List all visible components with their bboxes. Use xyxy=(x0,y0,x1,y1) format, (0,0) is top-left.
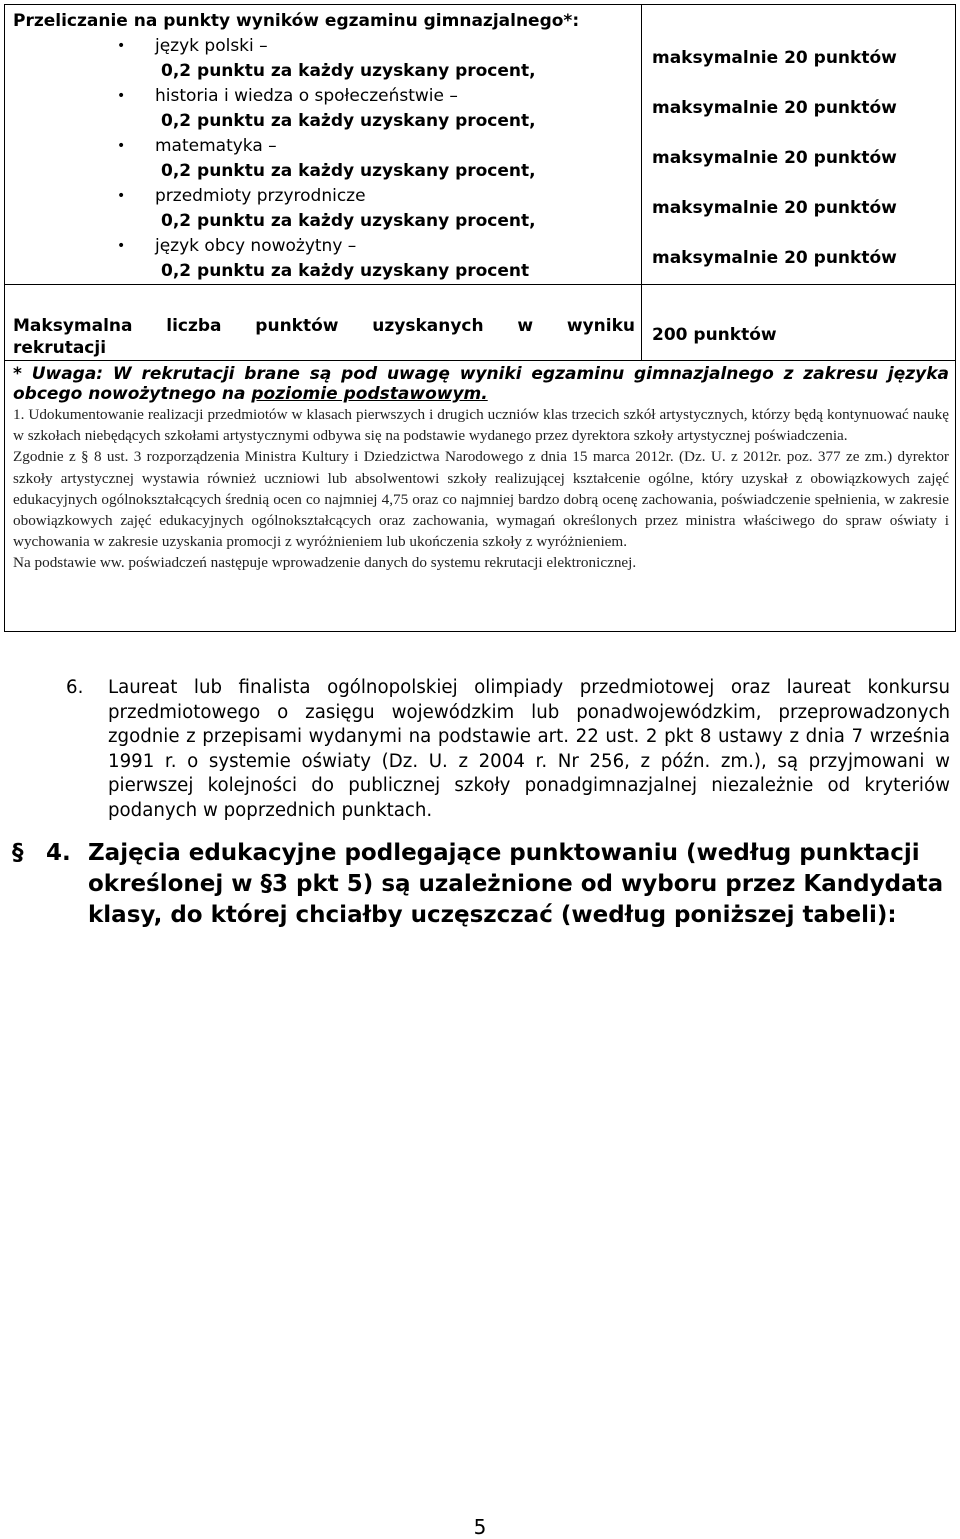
points-cell xyxy=(642,5,955,284)
note-paragraph: 1. Udokumentowanie realizacji przedmiotów w klasach pierwszych i drugich uczniów klas trzecich szkół artystycznych, którzy będą kontynuować naukę w szkołach niebędących szkołami artystycznymi odbywa się na podstawie wydanego przez dyrektora szkoły artystycznej poświadczenia. xyxy=(13,406,949,445)
table-heading: Przeliczanie na punkty wyników egzaminu gimnazjalnego*: xyxy=(13,11,580,31)
bullet-icon: • xyxy=(117,188,126,204)
section-number: 4. xyxy=(46,840,71,866)
notes-paragraphs xyxy=(13,404,949,574)
max-points-value: 200 punktów xyxy=(652,325,777,345)
item-text: Laureat lub finalista ogólnopolskiej olimpiady przedmiotowej oraz laureat konkursu przedmiotowego o zasięgu wojewódzkim lub ponadwojewódzkim, przeprowadzonych zgodnie z przepisami wydanymi na podstawie art. 22 ust. 2 pkt 8 ustawy z dnia 7 września 1991 r. o systemie oświaty (Dz. U. z 2004 r. Nr 256, z późn. zm.), są przyjmowani w pierwszej kolejności do publicznej szkoły ponadgimnazjalnej niezależnie od kryteriów podanych w poprzednich punktach. xyxy=(108,677,950,821)
subject-list xyxy=(13,34,641,284)
max-points-label: Maksymalna liczba punktów uzyskanych w wyniku rekrutacji xyxy=(5,285,642,360)
list-item: • przedmioty przyrodnicze 0,2 punktu za każdy uzyskany procent, xyxy=(117,186,536,231)
scoring-table xyxy=(4,4,956,632)
subjects-cell xyxy=(5,5,642,284)
item-number: 6. xyxy=(66,677,84,698)
page-number: 5 xyxy=(473,1515,487,1539)
note-paragraph: Na podstawie ww. poświadczeń następuje wprowadzenie danych do systemu rekrutacji elektronicznej. xyxy=(13,554,637,572)
section-symbol: § xyxy=(12,840,24,866)
points-value: maksymalnie 20 punktów xyxy=(652,148,897,168)
bullet-icon: • xyxy=(117,88,126,104)
list-item-6 xyxy=(66,676,950,823)
list-item: • matematyka – 0,2 punktu za każdy uzyskany procent, xyxy=(117,136,536,181)
points-value: maksymalnie 20 punktów xyxy=(652,98,897,118)
max-points-row xyxy=(5,285,955,361)
bullet-icon: • xyxy=(117,38,126,54)
subjects-row xyxy=(5,5,955,285)
list-item: • język obcy nowożytny – 0,2 punktu za każdy uzyskany procent xyxy=(117,236,530,281)
bullet-icon: • xyxy=(117,138,126,154)
section-4 xyxy=(12,838,952,931)
points-value: maksymalnie 20 punktów xyxy=(652,248,897,268)
points-value: maksymalnie 20 punktów xyxy=(652,48,897,68)
note-paragraph: Zgodnie z § 8 ust. 3 rozporządzenia Ministra Kultury i Dziedzictwa Narodowego z dnia 15 marca 2012r. (Dz. U. z 2012r. poz. 377 ze zm.) dyrektor szkoły artystycznej wystawia również uczniowi lub absolwentowi szkoły realizującej kształcenie ogólne, który uzyskał z obowiązkowych zajęć edukacyjnych ogólnokształcących średnią ocen co najmniej 4,75 oraz co najmniej bardzo dobrą ocenę zachowania, poświadczenie spełnienia, w zakresie obowiązkowych zajęć edukacyjnych ogólnokształcących oraz zachowania, wymagań określonych przez ministra właściwego do spraw oświaty i wychowania w zakresie uzyskania promocji z wyróżnieniem lub ukończenia szkoły z wyróżnieniem. xyxy=(13,448,949,551)
list-item: • historia i wiedza o społeczeństwie – 0,2 punktu za każdy uzyskany procent, xyxy=(117,86,536,131)
bullet-icon: • xyxy=(117,238,126,254)
list-item: • język polski – 0,2 punktu za każdy uzyskany procent, xyxy=(117,36,536,81)
points-value: maksymalnie 20 punktów xyxy=(652,198,897,218)
note-text: * Uwaga: W rekrutacji brane są pod uwagę wyniki egzaminu gimnazjalnego z zakresu języka obcego nowożytnego na poziomie podstawowym. xyxy=(13,364,949,404)
section-heading: Zajęcia edukacyjne podlegające punktowaniu (według punktacji określonej w §3 pkt 5) są uzależnione od wyboru przez Kandydata klasy, do której chciałby uczęszczać (według poniższej tabeli): xyxy=(88,840,944,928)
notes-row xyxy=(5,361,955,631)
